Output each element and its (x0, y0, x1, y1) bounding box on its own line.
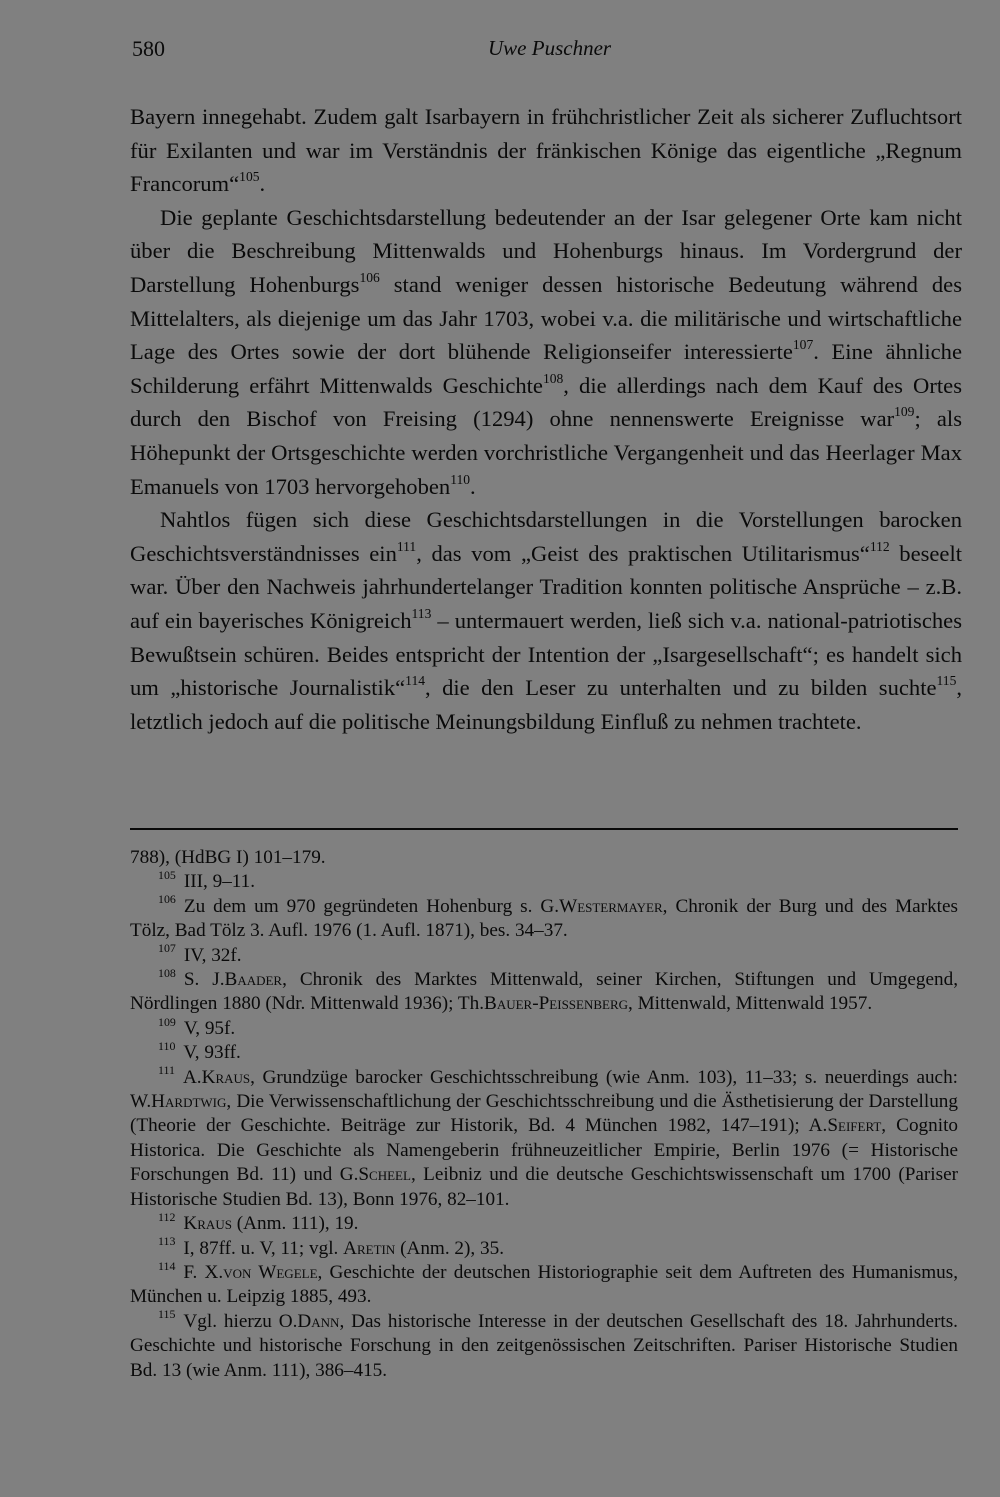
footnote-number: 115 (158, 1307, 176, 1322)
author-name: Bauer-Peissenberg (484, 993, 629, 1015)
footnote-ref-107[interactable]: 107 (792, 337, 814, 352)
paragraph-1: Bayern innegehabt. Zudem galt Isarbayern in frühchristlicher Zeit als sicherer Zufluchtsort für Exilanten und war im Verständnis der fränkischen Könige das eigentliche „Regnum Francorum“$^{105}$. (130, 104, 962, 197)
paragraph-3: Nahtlos fügen sich diese Geschichtsdarstellungen in die Vorstellungen barocken Geschichtsverständnisses ein$^{111}$, das vom „Geist des praktischen Utilitarismus“$^{112}$ beseelt war. Über den Nachweis jahrhundertelanger Tradition konnten politische Ansprüche – z.B. auf ein bayerisches Königreich$^{113}$ – untermauert werden, ließ sich v.a. national-patriotisches Bewußtsein schüren. Beides entspricht der Intention der „Isargesellschaft“; es handelt sich um „historische Journalistik“$^{114}$, die den Leser zu unterhalten und zu bilden suchte$^{115}$, letztlich jedoch auf die politische Meinungsbildung Einfluß zu nehmen trachtete. (130, 507, 963, 734)
author-name: Dann (297, 1310, 340, 1332)
author-name: Westermayer (559, 895, 663, 917)
author-name: Kraus (201, 1066, 251, 1088)
footnotes (130, 846, 958, 1383)
footnote-number: 111 (158, 1063, 175, 1078)
main-text (130, 100, 962, 738)
author-name: Baader (224, 969, 283, 991)
footnote-109: $^{109}$ V, 95f. (158, 1014, 236, 1039)
footnote-ref-110[interactable]: 110 (450, 471, 471, 487)
running-head-author: Uwe Puschner (488, 36, 612, 60)
footnote-ref-112[interactable]: 112 (869, 538, 890, 554)
footnote-111: $^{111}$ A.Kraus, Grundzüge barocker Geschichtsschreibung (wie Anm. 103), 11–33; s. neuerdings auch: W.Hardtwig, Die Verwissenschaftlichung der Geschichtsschreibung und die Ästhetisierung der Darstellung (Theorie der Geschichte. Beiträge zur Historik, Bd. 4 München 1982, 147–191); A.Seifert, Cognito Historica. Die Geschichte als Namengeberin frühneuzeitlicher Empirie, Berlin 1976 (= Historische Forschungen Bd. 11) und G.Scheel, Leibniz und die deutsche Geschichtswissenschaft um 1700 (Pariser Historische Studien Bd. 13), Bonn 1976, 82–101. (130, 1063, 958, 1210)
footnote-107: $^{107}$ IV, 32f. (158, 941, 242, 966)
footnote-number: 113 (158, 1234, 176, 1249)
footnote-115: $^{115}$ Vgl. hierzu O.Dann, Das historische Interesse in der deutschen Gesellschaft des 18. Jahrhunderts. Geschichte und historische Forschung in den zeitgenössischen Zeitschriften. Pariser Historische Studien Bd. 13 (wie Anm. 111), 386–415. (130, 1307, 958, 1381)
footnote-number: 109 (158, 1014, 176, 1029)
page-number: 580 (132, 36, 165, 61)
author-name: Seifert (827, 1115, 882, 1137)
footnote-number: 105 (158, 868, 176, 883)
footnote-number: 108 (158, 965, 176, 980)
footnote-number: 107 (158, 941, 176, 956)
paragraph-2: Die geplante Geschichtsdarstellung bedeutender an der Isar gelegener Orte kam nicht über die Beschreibung Mittenwalds und Hohenburgs hinaus. Im Vordergrund der Darstellung Hohenburgs$^{106}$ stand weniger dessen historische Bedeutung während des Mittelalters, als diejenige um das Jahr 1703, wobei v.a. die militärische und wirtschaftliche Lage des Ortes sowie der dort blühende Religionseifer interessierte$^{107}$. Eine ähnliche Schilderung erfährt Mittenwalds Geschichte$^{108}$, die allerdings nach dem Kauf des Ortes durch den Bischof von Freising (1294) ohne nennenswerte Ereignisse war$^{109}$; als Höhepunkt der Ortsgeschichte werden vorchristliche Vergangenheit und das Heerlager Max Emanuels von 1703 hervorgehoben$^{110}$. (130, 204, 962, 499)
footnote-number: 114 (158, 1258, 176, 1273)
footnote-ref-111[interactable]: 111 (396, 538, 417, 554)
footnote-ref-106[interactable]: 106 (359, 269, 380, 285)
footnote-number: 106 (158, 892, 176, 907)
footnote-112: $^{112}$ Kraus (Anm. 111), 19. (158, 1209, 359, 1235)
footnote-separator-rule (130, 828, 958, 830)
footnote-ref-115[interactable]: 115 (936, 672, 957, 688)
author-name: Kraus (183, 1213, 232, 1235)
footnote-ref-113[interactable]: 113 (411, 605, 432, 621)
footnote-number: 110 (158, 1038, 176, 1053)
footnote-114: $^{114}$ F. X.von Wegele, Geschichte der deutschen Historiographie seit dem Auftreten des Humanismus, München u. Leipzig 1885, 493. (130, 1258, 958, 1308)
footnote-110: $^{110}$ V, 93ff. (158, 1038, 241, 1064)
footnote-ref-114[interactable]: 114 (405, 672, 425, 688)
footnote-106: $^{106}$ Zu dem um 970 gegründeten Hohenburg s. G.Westermayer, Chronik der Burg und des Marktes Tölz, Bad Tölz 3. Aufl. 1976 (1. Aufl. 1871), bes. 34–37. (130, 892, 958, 942)
footnote-105: $^{105}$ III, 9–11. (158, 868, 256, 893)
footnote-ref-105[interactable]: 105 (239, 169, 260, 185)
author-name: Aretin (343, 1237, 396, 1259)
page-header (132, 36, 964, 66)
author-name: Hardtwig (151, 1091, 227, 1113)
footnote-108: $^{108}$ S. J.Baader, Chronik des Marktes Mittenwald, seiner Kirchen, Stiftungen und Umgegend, Nördlingen 1880 (Ndr. Mittenwald 1936); Th.Bauer-Peissenberg, Mittenwald, Mittenwald 1957. (130, 965, 958, 1015)
footnote-number: 112 (158, 1209, 176, 1224)
footnote-113: $^{113}$ I, 87ff. u. V, 11; vgl. Aretin (Anm. 2), 35. (158, 1234, 504, 1259)
footnote-ref-109[interactable]: 109 (894, 404, 915, 420)
footnote-ref-108[interactable]: 108 (542, 370, 564, 386)
author-name: von Wegele (223, 1261, 318, 1283)
footnote-continuation: 788), (HdBG I) 101–179. (130, 847, 326, 868)
author-name: Scheel (358, 1164, 411, 1186)
